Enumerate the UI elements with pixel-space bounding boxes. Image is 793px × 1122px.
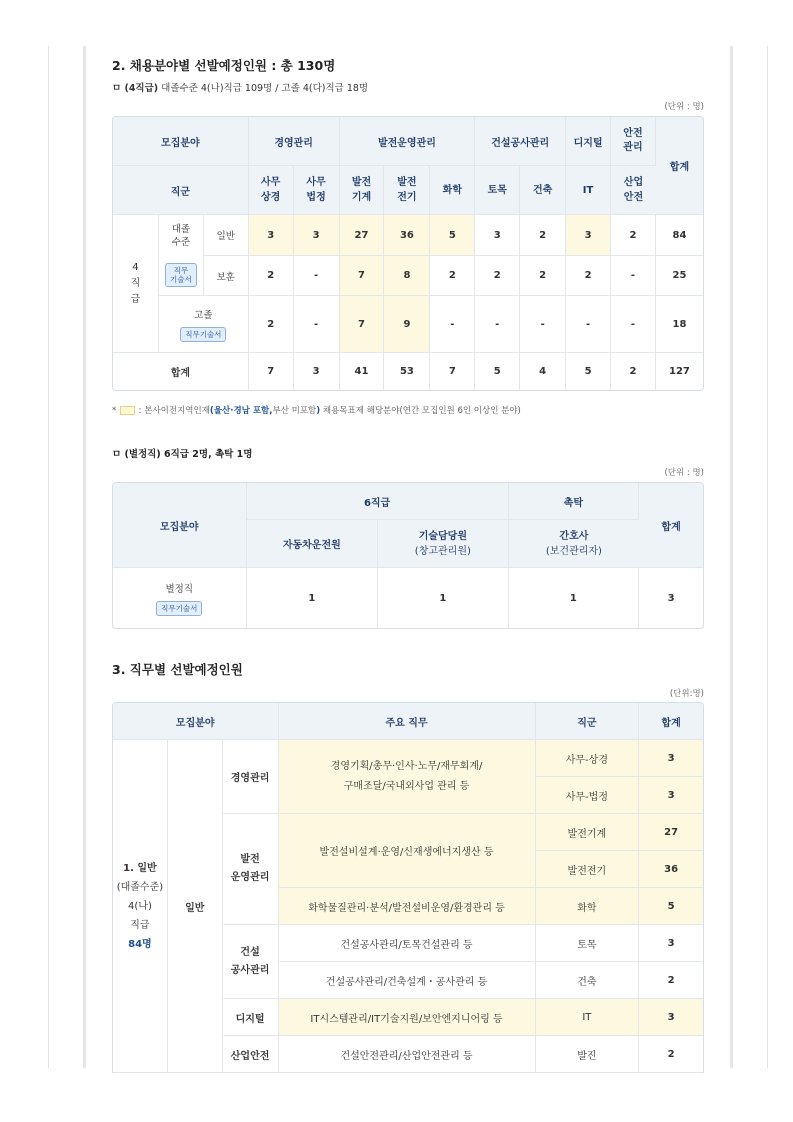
field-digital: 디지털: [223, 999, 279, 1036]
sum-cell: 53: [384, 353, 430, 390]
recruitment-by-duty-table: [112, 702, 704, 1073]
duty-civil: 건설공사관리/토목건설관리 등: [279, 925, 536, 962]
recruitment-by-field-table: [112, 116, 704, 391]
cell: 2: [475, 256, 520, 296]
field-power-operation: 발전 운영관리: [223, 814, 279, 925]
cell: 2: [249, 296, 294, 353]
special-grade-subtitle: ㅁ (별정직) 6직급 2명, 촉탁 1명: [112, 449, 253, 460]
cell: 3: [249, 215, 294, 256]
duty-power-design: 발전설비설계·운영/신재생에너지생산 등: [279, 814, 536, 888]
job-description-badge[interactable]: 직무기술서: [180, 327, 226, 342]
cell: 2: [249, 256, 294, 296]
col-technician: 기술담당원 (창고관리원): [378, 520, 509, 568]
duty-management: 경영기획/총무·인사·노무/재무회계/ 구매조달/국내외사업 관리 등: [279, 740, 536, 814]
field-management: 경영관리: [223, 740, 279, 814]
count: 3: [639, 925, 703, 962]
group-general-univ: 1. 일반 (대졸수준) 4(나) 직급 84명: [113, 740, 168, 1073]
header-field: 모집분야: [113, 703, 279, 740]
col-header: IT: [566, 166, 611, 215]
cell: 3: [566, 215, 611, 256]
sum-cell: 5: [475, 353, 520, 390]
count: 2: [639, 1036, 703, 1073]
special-row-label-cell: 별정직 직무기술서: [113, 568, 247, 628]
row-total: 25: [656, 256, 703, 296]
page-border-right: [767, 46, 768, 1068]
jobtype: 화학: [536, 888, 640, 925]
jobtype: 발전기계: [536, 814, 640, 851]
cell: 8: [384, 256, 430, 296]
count: 3: [639, 740, 703, 777]
cell: 36: [384, 215, 430, 256]
sum-cell: 5: [566, 353, 611, 390]
cell: -: [294, 296, 340, 353]
header-duty: 주요 직무: [279, 703, 536, 740]
grade-label: 4 직 급: [113, 215, 159, 353]
sum-cell: 2: [611, 353, 656, 390]
cell: 3: [294, 215, 340, 256]
cell: 3: [475, 215, 520, 256]
col-header: 산업 안전: [611, 166, 656, 215]
cell: -: [566, 296, 611, 353]
jobtype: 발전전기: [536, 851, 640, 888]
highlight-legend-note: * : 본사이전지역인재(울산·경남 포함,부산 미포함) 채용목표제 해당분야(연간 모집인원 6인 이상인 분야): [112, 406, 521, 416]
cell: 7: [340, 296, 385, 353]
header-construction: 건설공사관리: [475, 117, 566, 166]
cell: -: [475, 296, 520, 353]
cell: -: [294, 256, 340, 296]
grand-total: 127: [669, 366, 690, 377]
col-header: 건축: [520, 166, 566, 215]
header-field: 모집분야: [113, 117, 249, 166]
header-jobtype: 직군: [113, 166, 249, 215]
cell: -: [611, 256, 656, 296]
cell: 1: [247, 568, 379, 628]
col-header: 사무 법정: [294, 166, 340, 215]
count: 5: [639, 888, 703, 925]
count: 3: [639, 999, 703, 1036]
header-safety: 안전 관리: [611, 117, 656, 166]
field-industrial-safety: 산업안전: [223, 1036, 279, 1073]
count: 3: [639, 777, 703, 814]
cell: 5: [430, 215, 475, 256]
cell: -: [611, 296, 656, 353]
row-total: 3: [667, 592, 675, 604]
sum-label: 합계: [113, 353, 249, 390]
jobtype: 토목: [536, 925, 640, 962]
header-total: 합계: [639, 703, 703, 740]
jobtype: 사무-법정: [536, 777, 640, 814]
cell: -: [520, 296, 566, 353]
univ-level-cell: 대졸 수준 직무 기술서: [159, 215, 204, 296]
section-3-title: 3. 직무별 선발예정인원: [112, 662, 243, 677]
col-nurse: 간호사 (보건관리자): [509, 520, 640, 568]
sum-cell: 7: [430, 353, 475, 390]
col-driver: 자동차운전원: [247, 520, 379, 568]
header-management: 경영관리: [249, 117, 340, 166]
job-description-badge[interactable]: 직무기술서: [156, 601, 202, 616]
col-header: 토목: [475, 166, 520, 215]
unit-label: (단위 : 명): [664, 468, 704, 478]
cell: 1: [509, 568, 640, 628]
page-border-inner-right: [730, 46, 733, 1068]
row-label-general: 일반: [204, 215, 249, 256]
jobtype: 사무-상경: [536, 740, 640, 777]
jobtype: 발진: [536, 1036, 640, 1073]
jobtype: 건축: [536, 962, 640, 999]
type-general: 일반: [168, 740, 223, 1073]
highschool-cell: 고졸 직무기술서: [159, 296, 249, 353]
unit-label: (단위 : 명): [664, 102, 704, 112]
duty-it: IT시스템관리/IT기술지원/보안엔지니어링 등: [279, 999, 536, 1036]
cell: -: [430, 296, 475, 353]
sum-cell: 41: [340, 353, 385, 390]
col-header: 발전 기계: [340, 166, 385, 215]
cell: 2: [430, 256, 475, 296]
row-total: 18: [656, 296, 703, 353]
cell: 27: [340, 215, 385, 256]
cell: 2: [520, 256, 566, 296]
cell: 2: [611, 215, 656, 256]
jobtype: IT: [536, 999, 640, 1036]
page-border-inner-left: [83, 46, 86, 1068]
sum-cell: 7: [249, 353, 294, 390]
cell: 7: [340, 256, 385, 296]
section-2-subtitle: ㅁ (4직급) 대졸수준 4(나)직급 109명 / 고졸 4(다)직급 18명: [112, 83, 369, 94]
section-2-title: 2. 채용분야별 선발예정인원 : 총 130명: [112, 58, 336, 73]
document-content: [112, 56, 704, 1073]
header-jobtype: 직군: [536, 703, 640, 740]
field-construction: 건설 공사관리: [223, 925, 279, 999]
row-total: 84: [656, 215, 703, 256]
header-power-operation: 발전운영관리: [340, 117, 476, 166]
special-position-table: [112, 482, 704, 629]
unit-label: (단위:명): [669, 689, 704, 699]
cell: 1: [378, 568, 509, 628]
job-description-badge[interactable]: 직무 기술서: [165, 263, 197, 287]
duty-safety: 건설안전관리/산업안전관리 등: [279, 1036, 536, 1073]
sum-cell: 4: [520, 353, 566, 390]
col-header: 사무 상경: [249, 166, 294, 215]
duty-architecture: 건설공사관리/건축설계・공사관리 등: [279, 962, 536, 999]
col-header: 화학: [430, 166, 475, 215]
cell: 2: [520, 215, 566, 256]
count: 2: [639, 962, 703, 999]
header-total: 합계: [656, 117, 703, 215]
highlight-swatch: [120, 406, 135, 415]
col-header: 발전 전기: [384, 166, 430, 215]
cell: 9: [384, 296, 430, 353]
sum-cell: 3: [294, 353, 340, 390]
header-digital: 디지털: [566, 117, 611, 166]
page-border-left: [48, 46, 49, 1068]
header-field: 모집분야: [113, 483, 247, 568]
header-contract: 촉탁: [509, 483, 640, 520]
row-label-veteran: 보훈: [204, 256, 249, 296]
duty-chemical: 화학물질관리·분석/발전설비운영/환경관리 등: [279, 888, 536, 925]
count: 27: [639, 814, 703, 851]
cell: 2: [566, 256, 611, 296]
count: 36: [639, 851, 703, 888]
header-total: 합계: [639, 483, 703, 568]
header-grade6: 6직급: [247, 483, 509, 520]
